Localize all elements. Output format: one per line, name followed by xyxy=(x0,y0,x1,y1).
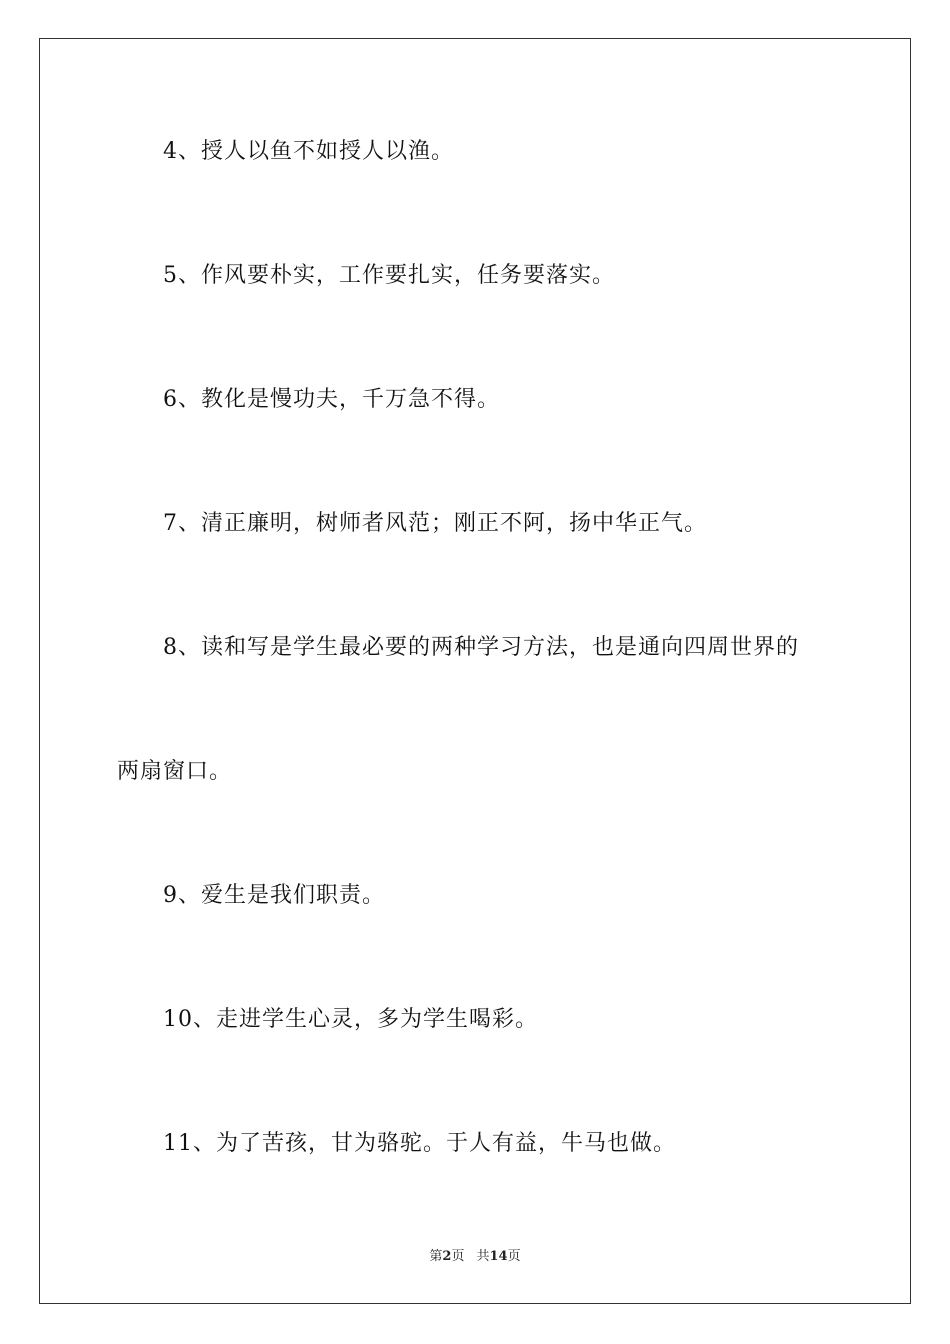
page-prefix: 第 xyxy=(429,1249,443,1264)
total-suffix: 页 xyxy=(507,1249,521,1264)
page-frame xyxy=(39,38,911,1304)
text-line-11: 11、为了苦孩，甘为骆驼。于人有益，牛马也做。 xyxy=(163,1131,676,1156)
page-suffix: 页 xyxy=(451,1249,465,1264)
text-line-8-continued: 两扇窗口。 xyxy=(117,759,233,784)
page-number: 2 xyxy=(442,1249,452,1264)
total-pages: 14 xyxy=(489,1249,508,1264)
text-line-10: 10、走进学生心灵，多为学生喝彩。 xyxy=(163,1007,538,1032)
page-footer xyxy=(0,1248,950,1266)
text-line-8: 8、读和写是学生最必要的两种学习方法，也是通向四周世界的 xyxy=(163,635,799,660)
text-line-6: 6、教化是慢功夫，千万急不得。 xyxy=(163,387,500,412)
total-prefix: 共 xyxy=(476,1249,490,1264)
text-line-9: 9、爱生是我们职责。 xyxy=(163,883,385,908)
text-line-7: 7、清正廉明，树师者风范；刚正不阿，扬中华正气。 xyxy=(163,511,707,536)
text-line-5: 5、作风要朴实，工作要扎实，任务要落实。 xyxy=(163,263,615,288)
text-line-4: 4、授人以鱼不如授人以渔。 xyxy=(163,139,454,164)
